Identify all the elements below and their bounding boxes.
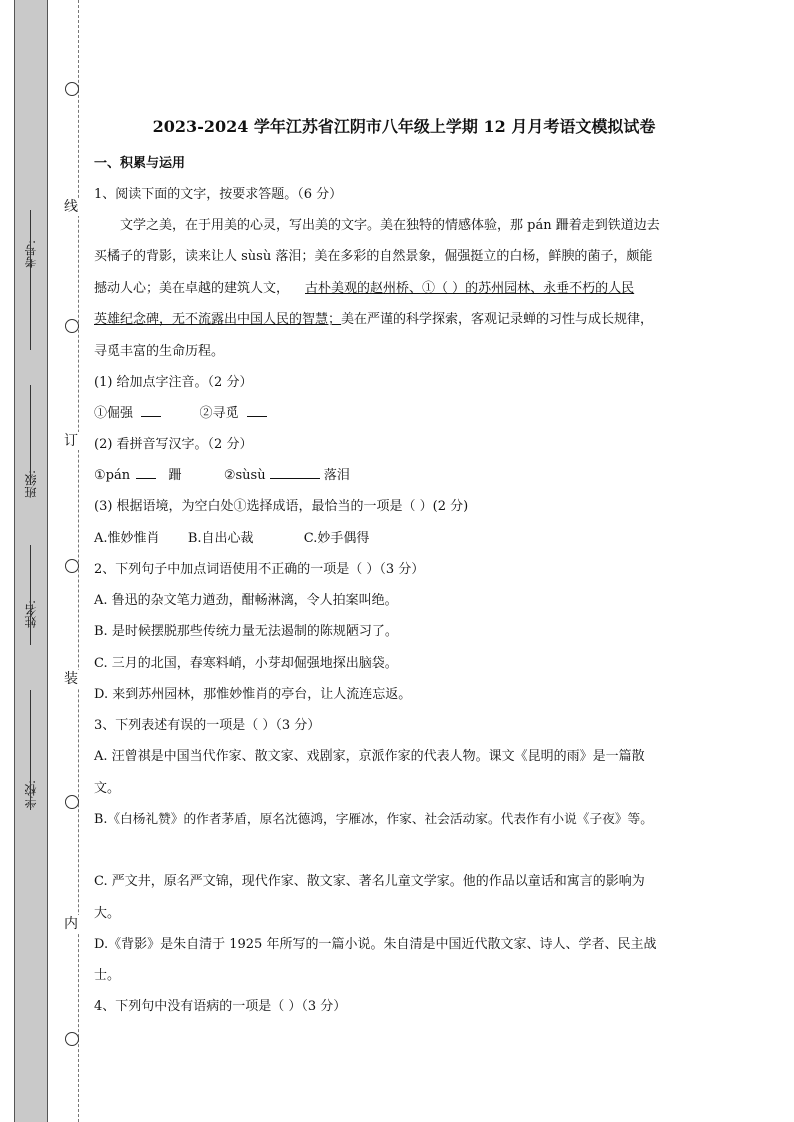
question-1-stem: 1、阅读下面的文字，按要求答题。（6 分） — [94, 187, 343, 202]
option-d[interactable]: D. 来到苏州园林，那惟妙惟肖的亭台，让人流连忘返。 — [94, 687, 412, 702]
passage-text: 撼动人心；美在卓越的建筑人文， — [94, 281, 290, 296]
underlined-text: 英雄纪念碑，无不流露出中国人民的智慧； — [94, 312, 342, 327]
sub-question-1-items — [94, 402, 267, 421]
seal-circle — [65, 559, 79, 573]
sub-question-2: (2) 看拼音写汉字。（2 分） — [94, 437, 253, 452]
option-b[interactable]: B.《白杨礼赞》的作者茅盾，原名沈德鸿，字雁冰，作家、社会活动家。代表作有小说《子夜》等。 — [94, 811, 653, 826]
seal-dashed-line — [78, 0, 79, 1122]
seal-circle — [65, 319, 79, 333]
option-d-continued: 士。 — [94, 968, 121, 983]
class-label: 班级: — [24, 470, 38, 499]
option-a-continued: 文。 — [94, 781, 121, 796]
question-2-stem: 2、下列句子中加点词语使用不正确的一项是（ ）（3 分） — [94, 562, 425, 577]
item-text: 落泪 — [323, 468, 350, 483]
answer-blank[interactable] — [247, 404, 267, 417]
binding-strip — [14, 0, 48, 1122]
passage-line: 文学之美，在于用美的心灵，写出美的文字。美在独特的情感体验，那 pán 跚着走到铁道边去 — [120, 218, 660, 233]
question-4-stem: 4、下列句中没有语病的一项是（ ）（3 分） — [94, 999, 347, 1014]
sub-question-3: (3) 根据语境，为空白处①选择成语，最恰当的一项是（ ）(2 分) — [94, 499, 469, 514]
option-a[interactable]: A. 鲁迅的杂文笔力遒劲，酣畅淋漓，令人拍案叫绝。 — [94, 593, 398, 608]
exam-number-label: 考号: — [24, 240, 38, 269]
option-c[interactable]: C. 三月的北国，春寒料峭，小芽却倔强地探出脑袋。 — [94, 656, 398, 671]
item-text: ②寻觅 — [199, 406, 239, 421]
answer-blank[interactable] — [136, 466, 156, 479]
option-a[interactable]: A. 汪曾祺是中国当代作家、散文家、戏剧家，京派作家的代表人物。课文《昆明的雨》是一篇散 — [94, 749, 645, 764]
option-c-continued: 大。 — [94, 906, 121, 921]
fill-line-school — [30, 690, 31, 810]
answer-blank[interactable] — [141, 404, 161, 417]
answer-blank[interactable] — [270, 466, 320, 479]
name-label: 姓名: — [24, 600, 38, 629]
item-text: ①pán — [94, 468, 131, 483]
school-label: 学校: — [24, 780, 38, 809]
underlined-text: 古朴美观的赵州桥、①（ ）的苏州园林、永垂不朽的人民 — [305, 281, 635, 296]
fill-line-class — [30, 385, 31, 485]
seal-circle — [65, 1032, 79, 1046]
passage-line: 买橘子的背影，读来让人 sùsù 落泪；美在多彩的自然景象，倔强挺立的白杨，鲜腴的菌子，颇能 — [94, 249, 653, 264]
passage-text: 美在严谨的科学探索，客观记录蝉的习性与成长规律， — [341, 312, 654, 327]
option-d[interactable]: D.《背影》是朱自清于 1925 年所写的一篇小说。朱自清是中国近代散文家、诗人、学者、民主战 — [94, 937, 657, 952]
option-b[interactable]: B.自出心裁 — [187, 531, 254, 546]
passage-line: 寻觅丰富的生命历程。 — [94, 344, 225, 359]
seal-circle — [65, 795, 79, 809]
page-title: 2023-2024 学年江苏省江阴市八年级上学期 12 月月考语文模拟试卷 — [152, 117, 656, 136]
item-text: 跚 — [168, 468, 182, 483]
option-c[interactable]: C. 严文井，原名严文锦，现代作家、散文家、著名儿童文学家。他的作品以童话和寓言的影响为 — [94, 874, 645, 889]
question-3-stem: 3、下列表述有误的一项是（ ）（3 分） — [94, 718, 321, 733]
seal-char-zhuang: 装 — [64, 671, 78, 687]
seal-circle — [65, 82, 79, 96]
seal-char-ding: 订 — [64, 433, 78, 449]
passage-line — [94, 277, 634, 296]
sub-question-3-options — [94, 527, 369, 546]
item-text: ①倔强 — [94, 406, 134, 421]
fill-line-name — [30, 545, 31, 645]
option-c[interactable]: C.妙手偶得 — [303, 531, 370, 546]
seal-char-nei: 内 — [64, 916, 78, 932]
seal-char-xian: 线 — [64, 199, 78, 215]
fill-line-exam — [30, 210, 31, 350]
option-b[interactable]: B. 是时候摆脱那些传统力量无法遏制的陈规陋习了。 — [94, 624, 398, 639]
section-heading: 一、积累与运用 — [94, 156, 186, 171]
item-text: ②sùsù — [223, 468, 266, 483]
option-a[interactable]: A.惟妙惟肖 — [94, 531, 160, 546]
sub-question-1: (1) 给加点字注音。（2 分） — [94, 375, 253, 390]
passage-line — [94, 308, 653, 327]
sub-question-2-items — [94, 464, 350, 483]
